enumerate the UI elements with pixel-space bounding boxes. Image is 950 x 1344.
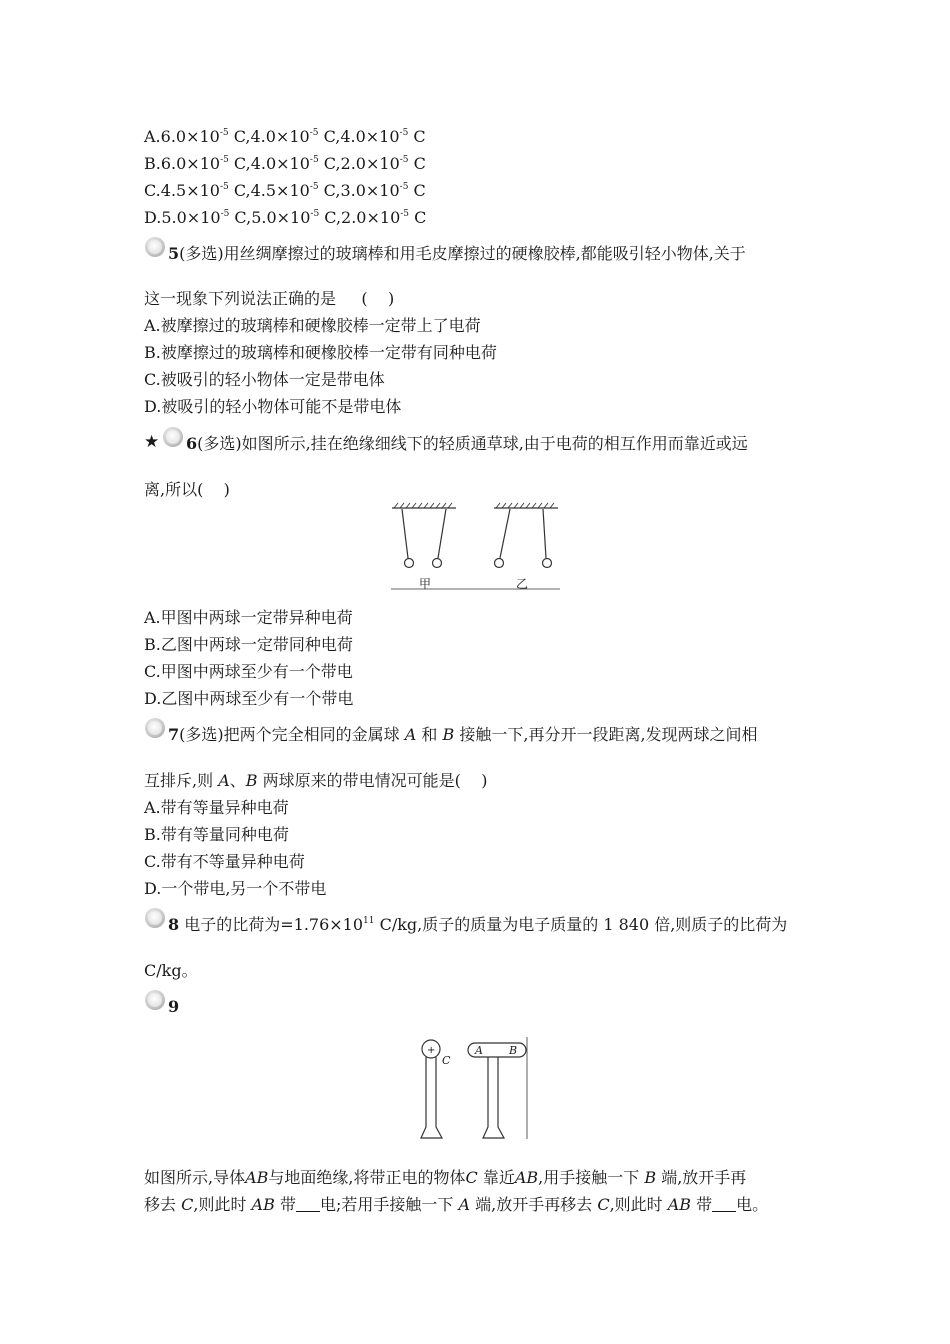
- plus-sign: +: [427, 1045, 436, 1056]
- conductor-figure: [415, 1035, 530, 1143]
- q5-option-c: C.被吸引的轻小物体一定是带电体: [144, 370, 385, 389]
- answer-blank-1[interactable]: [296, 1197, 320, 1212]
- q6-option-a: A.甲图中两球一定带异种电荷: [144, 608, 353, 627]
- q7-stem-line1: 7(多选)把两个完全相同的金属球 A 和 B 接触一下,再分开一段距离,发现两球之间相: [168, 725, 758, 744]
- q4-option-d: $D.5.0\times 10^{-5}$ $C,5.0\times 10^{-5}$ $C,2.0\times 10^{-5}$ C: [144, 208, 427, 227]
- q7-option-b: B.带有等量同种电荷: [144, 825, 289, 844]
- q5-option-a: A.被摩擦过的玻璃棒和硬橡胶棒一定带上了电荷: [144, 316, 481, 335]
- q6-stem-line1: 6(多选)如图所示,挂在绝缘细线下的轻质通草球,由于电荷的相互作用而靠近或远: [186, 434, 748, 453]
- q6-option-b: B.乙图中两球一定带同种电荷: [144, 635, 353, 654]
- q8-stem-line2: C/kg。: [144, 961, 198, 980]
- label-a: A: [475, 1044, 483, 1057]
- q4-option-b: $B.6.0\times 10^{-5}$ $C,4.0\times 10^{-5}$ $C,2.0\times 10^{-5}$ C: [144, 154, 426, 173]
- q9-stem-line1: 如图所示,导体AB与地面绝缘,将带正电的物体C 靠近AB,用手接触一下 B 端,放开手再: [144, 1168, 747, 1187]
- question-badge-icon: [145, 908, 165, 928]
- q6-option-d: D.乙图中两球至少有一个带电: [144, 689, 354, 708]
- question-badge-icon: [145, 718, 165, 738]
- figure-label-jia: 甲: [419, 577, 432, 591]
- question-badge-icon: [163, 427, 183, 447]
- q7-option-d: D.一个带电,另一个不带电: [144, 879, 327, 898]
- label-c: C: [442, 1054, 451, 1067]
- q5-stem-line1: 5(多选)用丝绸摩擦过的玻璃棒和用毛皮摩擦过的硬橡胶棒,都能吸引轻小物体,关于: [168, 244, 746, 263]
- q5-option-b: B.被摩擦过的玻璃棒和硬橡胶棒一定带有同种电荷: [144, 343, 497, 362]
- label-b: B: [509, 1044, 518, 1057]
- q4-option-c: $C.4.5\times 10^{-5}$ $C,4.5\times 10^{-5}$ $C,3.0\times 10^{-5}$ C: [144, 181, 426, 200]
- q5-stem-line2: 这一现象下列说法正确的是 ( ): [144, 289, 395, 308]
- q7-stem-line2: 互排斥,则 A、B 两球原来的带电情况可能是( ): [144, 771, 488, 790]
- answer-blank-2[interactable]: [712, 1197, 736, 1212]
- q5-option-d: D.被吸引的轻小物体可能不是带电体: [144, 397, 402, 416]
- q4-option-a: $A.6.0\times 10^{-5}$ $C,4.0\times 10^{-5}$ $C,4.0\times 10^{-5}$ C: [144, 127, 426, 146]
- question-badge-icon: [145, 237, 165, 257]
- q9-stem-line2: 移去 C,则此时 AB 带 电;若用手接触一下 A 端,放开手再移去 C,则此时 AB 带 电。: [144, 1195, 769, 1214]
- q6-option-c: C.甲图中两球至少有一个带电: [144, 662, 353, 681]
- pendulum-figure: [388, 500, 563, 592]
- q6-stem-line2: 离,所以( ): [144, 480, 230, 499]
- star-icon: ★: [144, 432, 160, 452]
- q8-stem-line1: 8 电子的比荷为$=1.76\times 10^{11}$ C/kg,质子的质量为电子质量的 1 840 倍,则质子的比荷为: [168, 915, 788, 934]
- q7-option-a: A.带有等量异种电荷: [144, 798, 289, 817]
- question-badge-icon: [145, 990, 165, 1010]
- q9-number: 9: [168, 997, 180, 1016]
- figure-label-yi: 乙: [516, 577, 529, 591]
- q7-option-c: C.带有不等量异种电荷: [144, 852, 305, 871]
